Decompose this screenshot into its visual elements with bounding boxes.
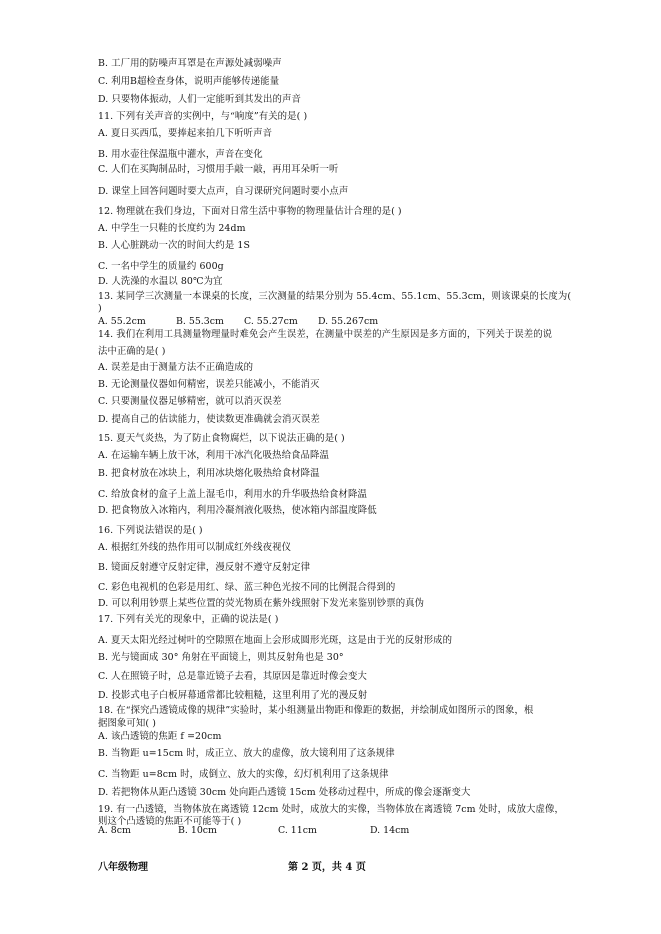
text-line: 16. 下列说法错误的是( ) [98,525,203,536]
text-line: A. 夏日买西瓜，要捧起来拍几下听听声音 [98,128,273,139]
text-line: D. 投影式电子白板屏幕通常都比较粗糙，这里利用了光的漫反射 [98,690,368,701]
text-line: A. 根据红外线的热作用可以制成红外线夜视仪 [98,542,292,553]
text-line: C. 人们在买陶制品时，习惯用手敲一敲，再用耳朵听一听 [98,164,339,175]
text-line: C. 只要测量仪器足够精密，就可以消灭误差 [98,396,282,407]
text-line: ) [98,303,102,314]
text-line: D. 提高自己的估读能力，使读数更准确就会消灭误差 [98,414,320,425]
text-line: D. 可以利用钞票上某些位置的荧光物质在紫外线照射下发光来鉴别钞票的真伪 [98,598,425,609]
text-line: 11. 下列有关声音的实例中，与“响度”有关的是( ) [98,111,308,122]
text-line: D. 若把物体从距凸透镜 30cm 处向距凸透镜 15cm 处移动过程中，所成的像会逐渐变大 [98,787,471,798]
text-line: D. 只要物体振动，人们一定能听到其发出的声音 [98,94,301,105]
text-line: C. 当物距 u=8cm 时，成倒立、放大的实像，幻灯机利用了这条规律 [98,769,389,780]
text-line: D. 人洗澡的水温以 80℃为宜 [98,276,223,287]
text-line: C. 一名中学生的质量约 600g [98,261,224,272]
q19-option-d: D. 14cm [370,825,410,836]
text-line: D. 把食物放入冰箱内，利用冷凝剂液化吸热，使冰箱内部温度降低 [98,505,377,516]
q19-option-a: A. 8cm [98,825,131,836]
text-line: C. 利用B超检查身体，说明声能够传递能量 [98,76,280,87]
text-line: B. 无论测量仪器如何精密，误差只能减小，不能消灭 [98,379,320,390]
text-line: B. 工厂用的防噪声耳罩是在声源处减弱噪声 [98,58,282,69]
text-line: B. 人心脏跳动一次的时间大约是 1S [98,240,250,251]
q13-option-d: D. 55.267cm [318,316,379,327]
q19-option-b: B. 10cm [178,825,217,836]
text-line: C. 人在照镜子时，总是靠近镜子去看，其原因是靠近时像会变大 [98,671,367,682]
text-line: 15. 夏天气炎热，为了防止食物腐烂，以下说法正确的是( ) [98,433,345,444]
q13-option-b: B. 55.3cm [176,316,224,327]
text-line: C. 给放食材的盒子上盖上湿毛巾，利用水的升华吸热给食材降温 [98,489,367,500]
footer-subject: 八年级物理 [98,862,148,873]
q13-option-a: A. 55.2cm [98,316,146,327]
text-line: 18. 在“探究凸透镜成像的规律”实验时，某小组测量出物距和像距的数据，并绘制成如图所示的图象，根 [98,705,534,716]
text-line: B. 把食材放在冰块上，利用冰块熔化吸热给食材降温 [98,468,320,479]
text-line: A. 中学生一只鞋的长度约为 24dm [98,223,246,234]
text-line: B. 用水壶往保温瓶中灌水，声音在变化 [98,149,263,160]
text-line: B. 当物距 u=15cm 时，成正立、放大的虚像，放大镜利用了这条规律 [98,748,395,759]
text-line: A. 夏天太阳光经过树叶的空隙照在地面上会形成圆形光斑，这是由于光的反射形成的 [98,635,453,646]
text-line: 17. 下列有关光的现象中，正确的说法是( ) [98,614,279,625]
text-line: 19. 有一凸透镜，当物体放在离透镜 12cm 处时，成放大的实像，当物体放在离透镜 7cm 处时，成放大虚像， [98,804,564,815]
text-line: 据图象可知( ) [98,718,156,729]
q19-option-c: C. 11cm [278,825,317,836]
text-line: 14. 我们在利用工具测量物理量时难免会产生误差，在测量中误差的产生原因是多方面的，下列关于误差的说 [98,329,553,340]
text-line: B. 光与镜面成 30° 角射在平面镜上，则其反射角也是 30° [98,652,344,663]
text-line: A. 在运输车辆上放干冰，利用干冰汽化吸热给食品降温 [98,450,329,461]
text-line: 12. 物理就在我们身边，下面对日常生活中事物的物理量估计合理的是( ) [98,206,402,217]
text-line: C. 彩色电视机的色彩是用红、绿、蓝三种色光按不同的比例混合得到的 [98,582,396,593]
footer-page-number: 第 2 页，共 4 页 [288,862,366,873]
text-line: B. 镜面反射遵守反射定律，漫反射不遵守反射定律 [98,562,311,573]
text-line: D. 课堂上回答问题时要大点声，自习课研究问题时要小点声 [98,186,349,197]
q13-option-c: C. 55.27cm [244,316,298,327]
text-line: 则这个凸透镜的焦距不可能等于( ) [98,816,242,827]
text-line: A. 该凸透镜的焦距 f =20cm [98,731,222,742]
text-line: 法中正确的是( ) [98,346,166,357]
text-line: A. 误差是由于测量方法不正确造成的 [98,362,254,373]
text-line: 13. 某同学三次测量一本课桌的长度，三次测量的结果分别为 55.4cm、55.1cm、55.3cm，则该课桌的长度为( [98,291,572,302]
